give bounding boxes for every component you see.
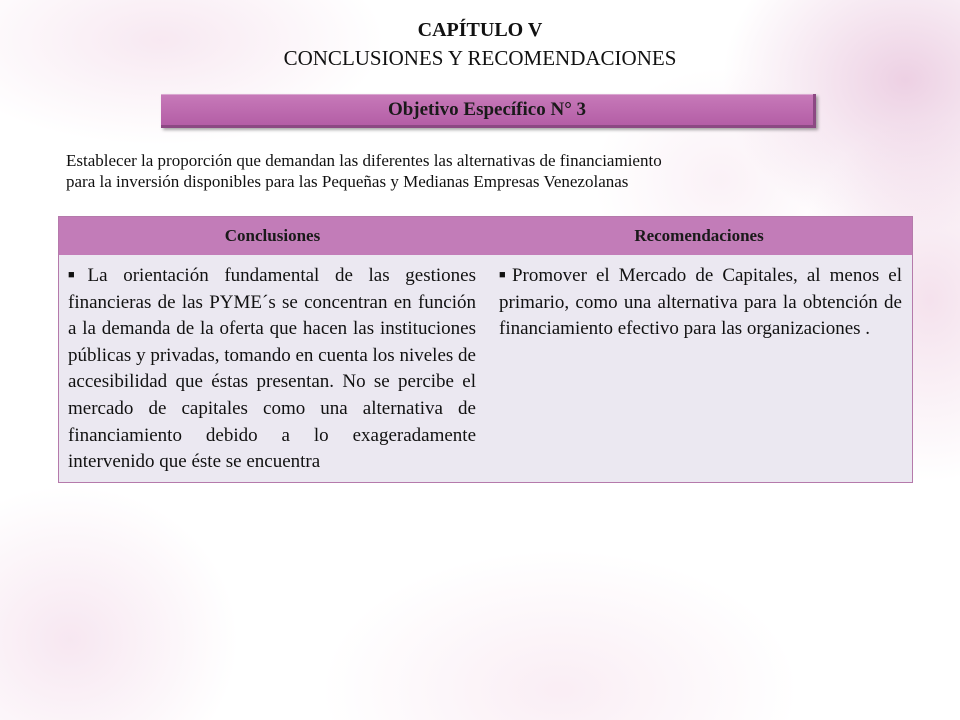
objective-bar <box>161 94 816 128</box>
chapter-title: CAPÍTULO V <box>417 19 543 41</box>
square-bullet-icon: ■ <box>499 269 510 281</box>
objective-description-line-2: para la inversión disponibles para las Pequeñas y Medianas Empresas Venezolanas <box>66 172 629 191</box>
objective-label: Objetivo Específico N° 3 <box>387 99 587 120</box>
header-recomendaciones: Recomendaciones <box>486 217 913 256</box>
table-header-row <box>59 217 913 256</box>
objective-description-line-1: Establecer la proporción que demandan las diferentes las alternativas de financiamiento <box>66 151 662 170</box>
conclusion-text: La orientación fundamental de las gestiones financieras de las PYME´s se concentran en función a la demanda de la oferta que hacen las instituciones públicas y privadas, tomando en cuenta los niveles de accesibilidad que éstas presentan. No se percibe el mercado de capitales como una alternativa de financiamiento debido a lo exageradamente intervenido que éste se encuentra <box>68 265 476 473</box>
header-conclusiones: Conclusiones <box>59 217 487 256</box>
recommendation-text-block <box>486 255 912 349</box>
chapter-subtitle: CONCLUSIONES Y RECOMENDACIONES <box>283 46 677 70</box>
table-row <box>59 255 913 482</box>
conclusion-cell <box>59 255 487 482</box>
conclusions-table <box>58 216 913 483</box>
recommendation-text: Promover el Mercado de Capitales, al menos el primario, como una alternativa para la obtención de financiamiento efectivo para las organizaciones . <box>499 265 902 340</box>
recommendation-cell <box>486 255 913 482</box>
conclusion-text-block <box>59 255 486 482</box>
objective-description <box>66 150 926 192</box>
square-bullet-icon: ■ <box>68 269 86 281</box>
